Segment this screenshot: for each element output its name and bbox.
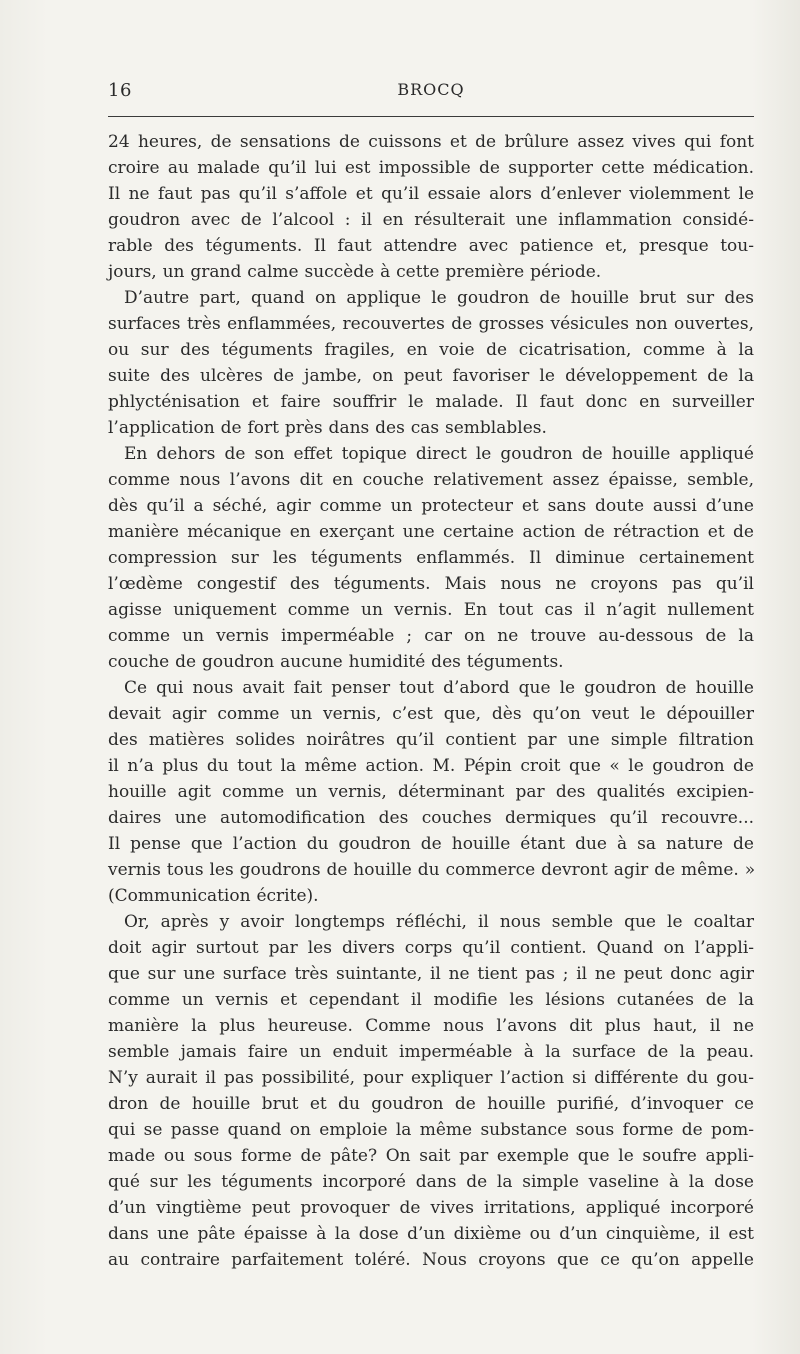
text-line: manière la plus heureuse. Comme nous l’avons dit plus haut, il ne [108,1016,754,1036]
text-line: comme nous l’avons dit en couche relativement assez épaisse, semble, [108,470,754,490]
text-line: qué sur les téguments incorporé dans de la simple vaseline à la dose [108,1172,754,1192]
text-line: D’autre part, quand on applique le goudron de houille brut sur des [124,288,754,308]
text-line: manière mécanique en exerçant une certaine action de rétraction et de [108,522,754,542]
text-line: doit agir surtout par les divers corps qu’il contient. Quand on l’appli- [108,938,754,958]
text-line: Il pense que l’action du goudron de houille étant due à sa nature de [108,834,754,854]
header-rule [108,116,754,117]
text-line: dron de houille brut et du goudron de houille purifié, d’invoquer ce [108,1094,754,1114]
text-line: suite des ulcères de jambe, on peut favoriser le développement de la [108,366,754,386]
text-line: dès qu’il a séché, agir comme un protecteur et sans doute aussi d’une [108,496,754,516]
text-line: comme un vernis et cependant il modifie les lésions cutanées de la [108,990,754,1010]
page-number: 16 [108,80,132,101]
text-line: couche de goudron aucune humidité des téguments. [108,652,564,672]
text-line: Il ne faut pas qu’il s’affole et qu’il essaie alors d’enlever violemment le [108,184,754,204]
text-line: devait agir comme un vernis, c’est que, dès qu’on veut le dépouiller [108,704,754,724]
text-line: comme un vernis imperméable ; car on ne trouve au-dessous de la [108,626,754,646]
text-line: Or, après y avoir longtemps réfléchi, il nous semble que le coaltar [124,912,754,932]
page-header [108,80,754,108]
text-line: compression sur les téguments enflammés. Il diminue certainement [108,548,754,568]
text-line: vernis tous les goudrons de houille du commerce devront agir de même. » [108,860,756,880]
text-line: phlycténisation et faire souffrir le malade. Il faut donc en surveiller [108,392,754,412]
text-line: semble jamais faire un enduit imperméable à la surface de la peau. [108,1042,754,1062]
body-text [108,129,754,1273]
text-line: l’application de fort près dans des cas semblables. [108,418,547,438]
text-line: houille agit comme un vernis, déterminant par des qualités excipien- [108,782,754,802]
text-line: made ou sous forme de pâte? On sait par exemple que le soufre appli- [108,1146,754,1166]
text-line: surfaces très enflammées, recouvertes de grosses vésicules non ouvertes, [108,314,754,334]
text-line: goudron avec de l’alcool : il en résulterait une inflammation considé- [108,210,754,230]
running-head: BROCQ [397,80,465,99]
text-line: jours, un grand calme succède à cette première période. [108,262,602,282]
text-line: l’œdème congestif des téguments. Mais nous ne croyons pas qu’il [108,574,754,594]
text-line: des matières solides noirâtres qu’il contient par une simple filtration [108,730,754,750]
text-line: En dehors de son effet topique direct le goudron de houille appliqué [124,444,754,464]
text-line: N’y aurait il pas possibilité, pour expliquer l’action si différente du gou- [108,1068,754,1088]
text-line: Ce qui nous avait fait penser tout d’abord que le goudron de houille [124,678,754,698]
text-line: agisse uniquement comme un vernis. En tout cas il n’agit nullement [108,600,754,620]
text-line: rable des téguments. Il faut attendre avec patience et, presque tou- [108,236,754,256]
text-line: daires une automodification des couches dermiques qu’il recouvre... [108,808,754,828]
text-line: d’un vingtième peut provoquer de vives irritations, appliqué incorporé [108,1198,754,1218]
text-line: il n’a plus du tout la même action. M. Pépin croit que « le goudron de [108,756,754,776]
text-line: dans une pâte épaisse à la dose d’un dixième ou d’un cinquième, il est [108,1224,754,1244]
text-line: que sur une surface très suintante, il ne tient pas ; il ne peut donc agir [108,964,754,984]
text-line: (Communication écrite). [108,886,319,906]
text-line: croire au malade qu’il lui est impossible de supporter cette médication. [108,158,754,178]
text-line: au contraire parfaitement toléré. Nous croyons que ce qu’on appelle [108,1250,754,1270]
text-line: ou sur des téguments fragiles, en voie de cicatrisation, comme à la [108,340,754,360]
text-line: qui se passe quand on emploie la même substance sous forme de pom- [108,1120,754,1140]
text-line: 24 heures, de sensations de cuissons et de brûlure assez vives qui font [108,132,754,152]
